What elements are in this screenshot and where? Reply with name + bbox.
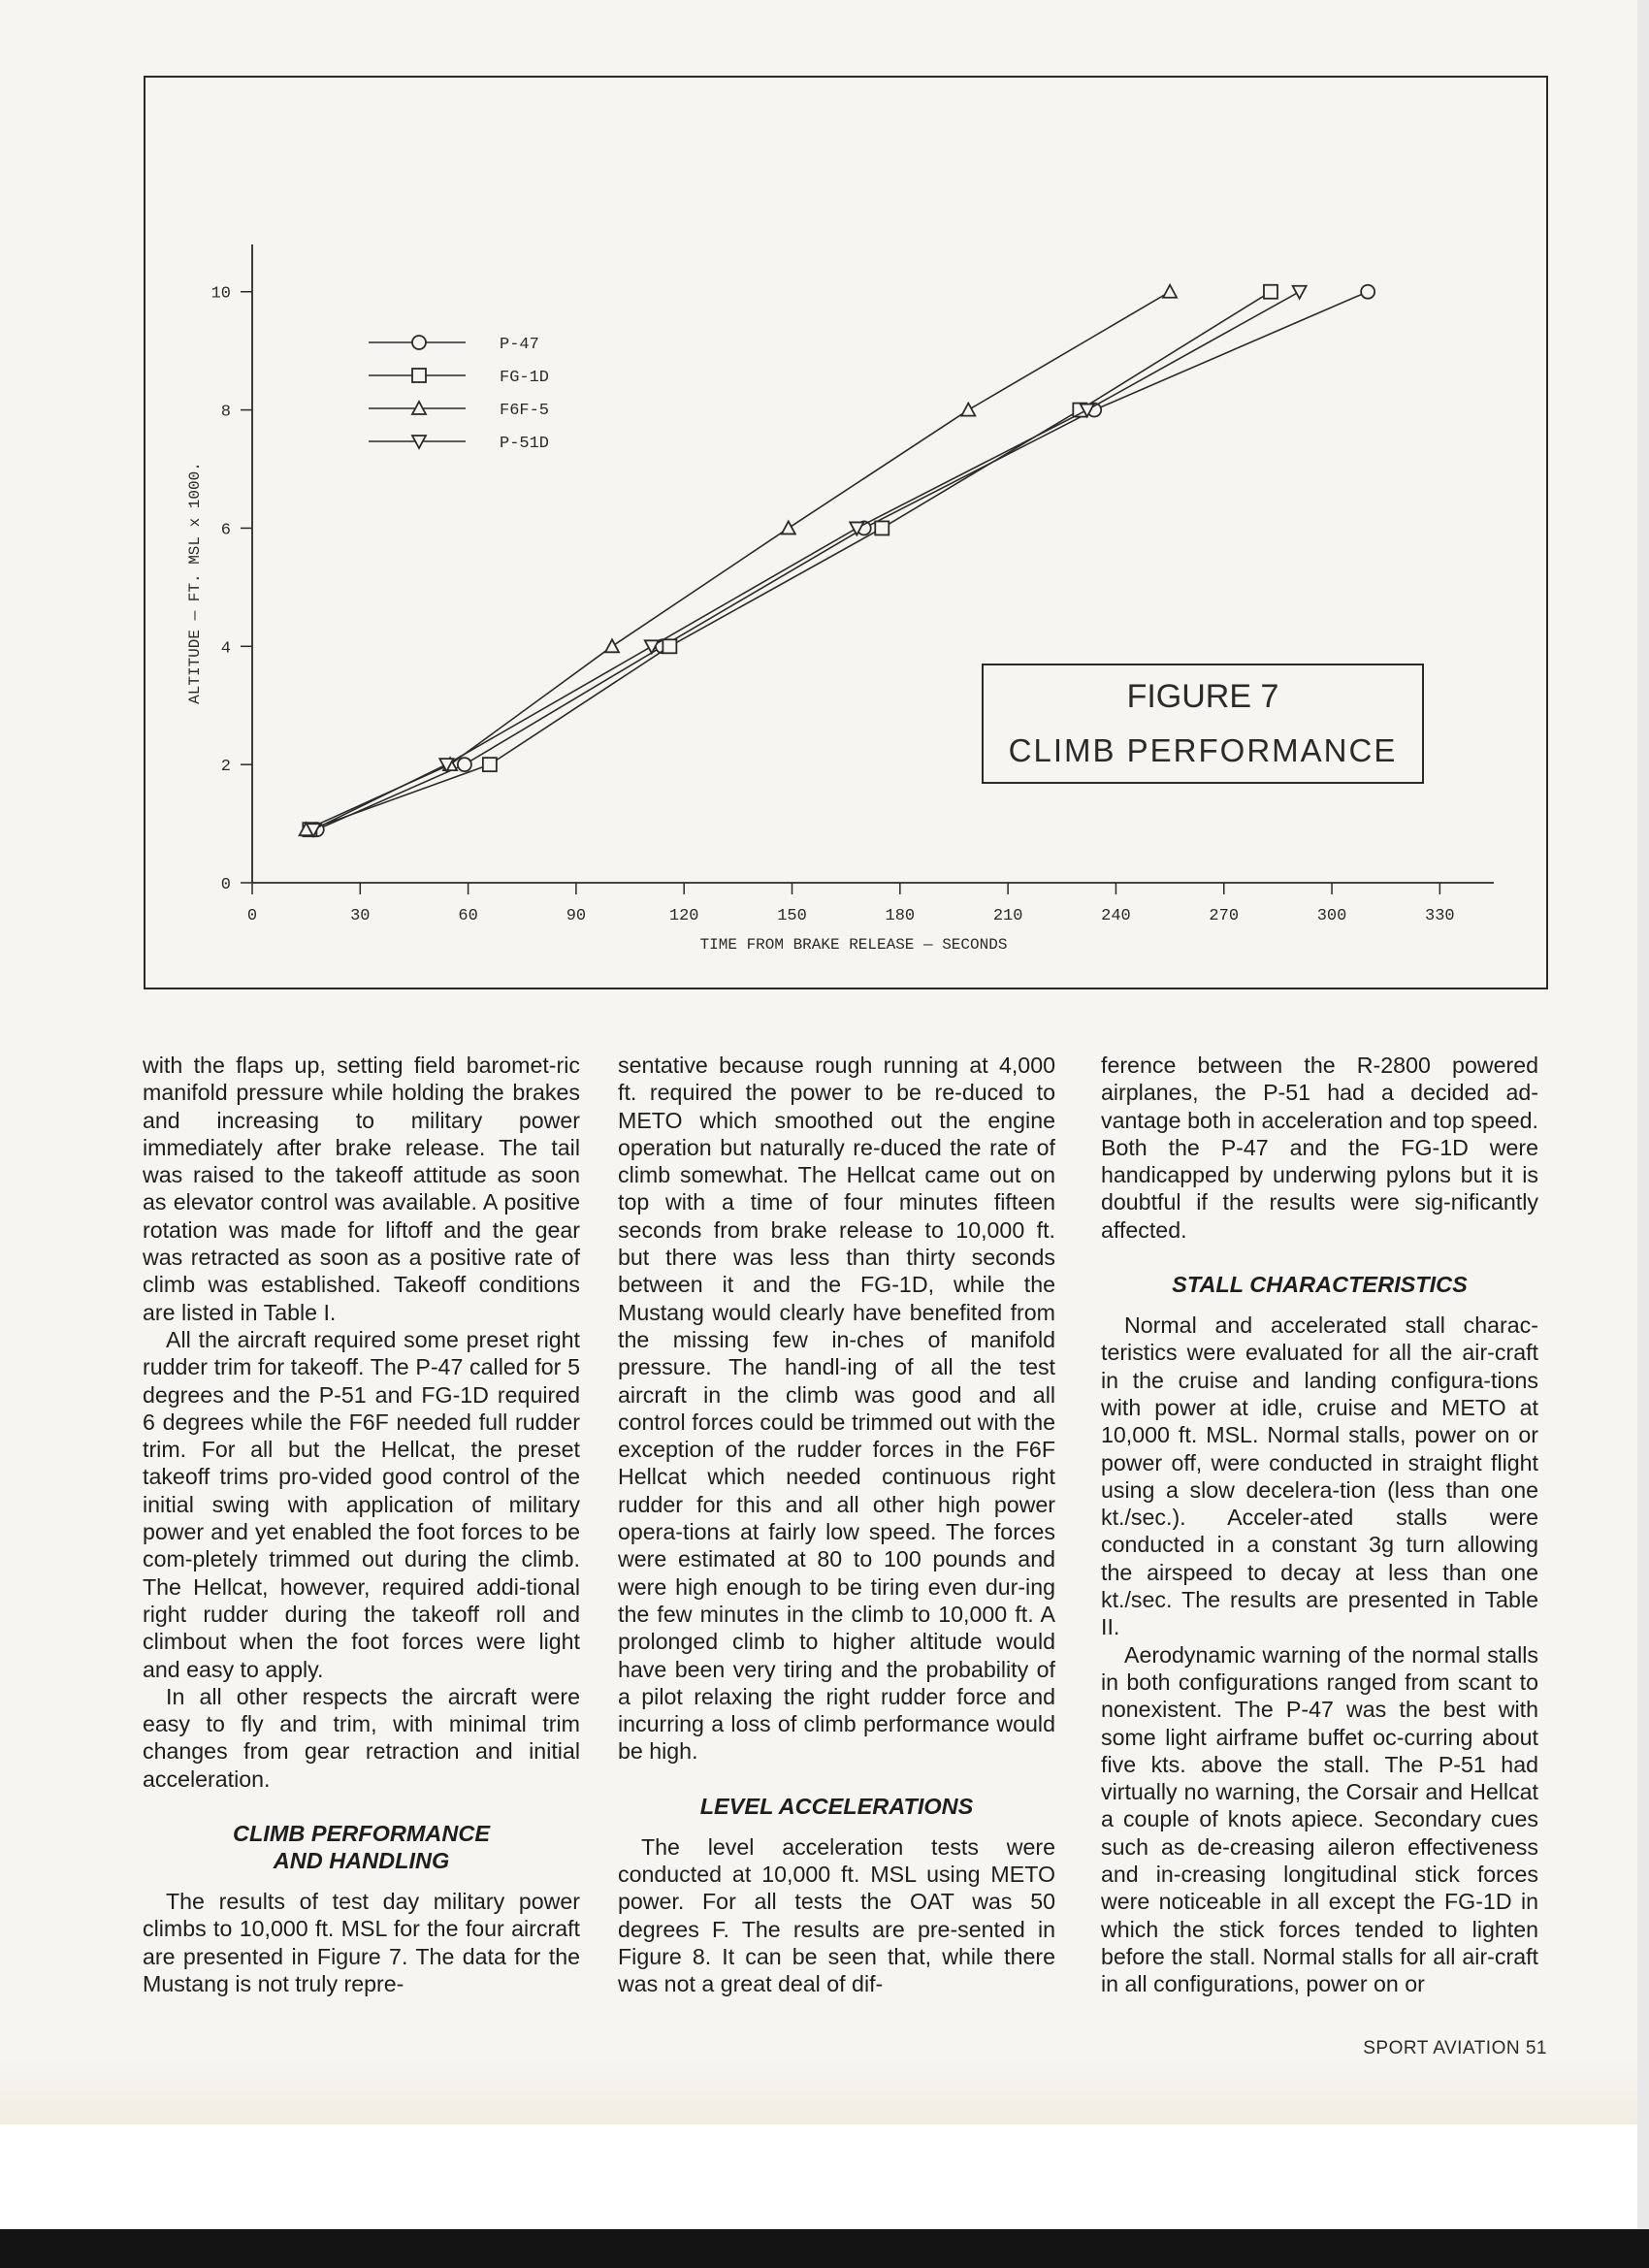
section-heading-stall: STALL CHARACTERISTICS — [1172, 1272, 1468, 1298]
chart-legend — [369, 336, 549, 453]
body-paragraph: sentative because rough running at 4,000 ft. required the power to be re-duced to METO which smoothed out the engine operation but naturally re-duced the rate of climb somewhat. The Hellcat came out on top with a time of four minutes fifteen seconds from brake release to 10,000 ft. but there was less than thirty seconds between it and the FG-1D, while the Mustang would clearly have benefited from the missing few in-ches of manifold pressure. The handl-ing of all the test aircraft in the climb was good and all control forces could be trimmed out with the exception of the rudder forces in the F6F Hellcat which needed continuous right rudder for this and all other high power opera-tions at fairly low speed. The forces were estimated at 80 to 100 pounds and were high enough to be tiring even dur-ing the few minutes in the climb to 10,000 ft. A prolonged climb to higher altitude would have been very tiring and the probability of a pilot relaxing the right rudder force and incurring a loss of climb performance would be high. — [618, 1053, 1055, 1765]
scan-border — [0, 2229, 1649, 2268]
text-column-1 — [143, 1052, 580, 1997]
body-paragraph: The level acceleration tests were conducted at 10,000 ft. MSL using METO power. For all tests the OAT was 50 degrees F. The results are pre-sented in Figure 8. It can be seen that, while there was not a great deal of dif- — [618, 1833, 1055, 1997]
x-tick-label: 150 — [777, 907, 807, 925]
heading-line: AND HANDLING — [273, 1848, 450, 1874]
y-tick-label: 8 — [220, 403, 231, 422]
y-tick-label: 0 — [220, 876, 231, 894]
page-bottom-shade — [0, 2057, 1649, 2124]
chart-axes — [186, 244, 1494, 954]
data-point-triangle-up — [605, 639, 619, 652]
x-tick-label: 270 — [1209, 907, 1240, 925]
y-tick-label: 2 — [220, 758, 231, 777]
figure-title-box — [983, 664, 1423, 783]
x-tick-label: 300 — [1316, 907, 1347, 925]
body-paragraph: In all other respects the aircraft were easy to fly and trim, with minimal trim changes from gear retraction and initial acceleration. — [143, 1683, 580, 1792]
body-paragraph: Aerodynamic warning of the normal stalls in both configurations ranged from scant to nonexistent. The P-47 was the best with some light airframe buffet oc-curring about five kts. above the stall. The P-51 had virtually no warning, the Corsair and Hellcat a couple of knots apiece. Secondary cues such as de-creasing aileron effectiveness and in-creasing longitudinal stick forces were noticeable in all except the FG-1D in which the stick forces tended to lighten before the stall. Normal stalls for all air-craft in all configurations, power on or — [1101, 1641, 1538, 1997]
x-tick-label: 210 — [992, 907, 1023, 925]
legend-label: P-51D — [500, 435, 550, 453]
data-point-triangle-down — [1293, 286, 1307, 299]
body-paragraph: The results of test day military power climbs to 10,000 ft. MSL for the four aircraft are presented in Figure 7. The data for the Mustang is not truly repre- — [143, 1889, 580, 1996]
x-tick-label: 330 — [1425, 907, 1455, 925]
heading-line: CLIMB PERFORMANCE — [232, 1821, 491, 1847]
data-point-circle — [1361, 285, 1374, 299]
data-point-square — [483, 758, 497, 771]
x-tick-label: 240 — [1101, 907, 1131, 925]
y-tick-label: 4 — [220, 639, 231, 659]
section-heading-climb — [143, 1820, 580, 1874]
legend-label: F6F-5 — [500, 402, 550, 420]
body-paragraph: All the aircraft required some preset right rudder trim for takeoff. The P-47 called for 5 degrees and the P-51 and FG-1D required 6 degrees while the F6F needed full rudder trim. For all but the Hellcat, the preset takeoff trims pro-vided good control of the initial swing with application of military power and yet enabled the foot forces to be com-pletely trimmed out during the climb. The Hellcat, however, required addi-tional right rudder during the takeoff roll and climbout when the foot forces were light and easy to apply. — [143, 1326, 580, 1682]
legend-label: FG-1D — [500, 369, 550, 387]
data-point-square — [875, 521, 889, 535]
text-column-3 — [1101, 1052, 1538, 1998]
climb-performance-chart — [0, 0, 1649, 1009]
data-point-square — [663, 639, 676, 653]
section-heading-level: LEVEL ACCELERATIONS — [699, 1793, 974, 1819]
data-point-circle — [412, 336, 426, 349]
data-point-circle — [458, 758, 471, 771]
x-tick-label: 30 — [350, 907, 371, 925]
x-tick-label: 60 — [458, 907, 478, 925]
data-point-triangle-up — [782, 521, 795, 534]
data-point-triangle-up — [961, 404, 975, 416]
legend-label: P-47 — [500, 336, 539, 354]
figure-title: FIGURE 7 — [1126, 678, 1279, 715]
y-axis-title: ALTITUDE — FT. MSL x 1000. — [186, 462, 204, 704]
figure-subtitle: CLIMB PERFORMANCE — [1008, 732, 1398, 768]
x-axis-title: TIME FROM BRAKE RELEASE — SECONDS — [699, 936, 1008, 954]
data-point-square — [1264, 285, 1277, 299]
body-paragraph: Normal and accelerated stall charac-teristics were evaluated for all the air-craft in the cruise and landing configura-tions with power at idle, cruise and METO at 10,000 ft. MSL. Normal stalls, power on or power off, were conducted in straight flight using a slow decelera-tion (less than one kt./sec.). Acceler-ated stalls were conducted in a constant 3g turn allowing the airspeed to decay at less than one kt./sec. The results are presented in Table II. — [1101, 1312, 1538, 1640]
data-point-square — [412, 369, 426, 382]
x-tick-label: 0 — [246, 907, 258, 925]
data-point-triangle-up — [1163, 285, 1177, 298]
text-column-2 — [618, 1052, 1055, 1998]
x-tick-label: 90 — [566, 907, 587, 925]
y-tick-label: 6 — [220, 521, 231, 540]
x-tick-label: 120 — [668, 907, 699, 925]
y-tick-label: 10 — [210, 284, 231, 304]
x-tick-label: 180 — [885, 907, 916, 925]
page-folio: SPORT AVIATION 51 — [1363, 2038, 1547, 2058]
body-paragraph: with the flaps up, setting field baromet-ric manifold pressure while holding the brakes and increasing to military power immediately after brake release. The tail was raised to the takeoff attitude as soon as elevator control was available. A positive rotation was made for liftoff and the gear was retracted as soon as a positive rate of climb was established. Takeoff conditions are listed in Table I. — [143, 1053, 580, 1325]
body-paragraph: ference between the R-2800 powered airplanes, the P-51 had a decided ad-vantage both in acceleration and top speed. Both the P-47 and the FG-1D were handicapped by underwing pylons but it is doubtful if the results were sig-nificantly affected. — [1101, 1053, 1538, 1243]
